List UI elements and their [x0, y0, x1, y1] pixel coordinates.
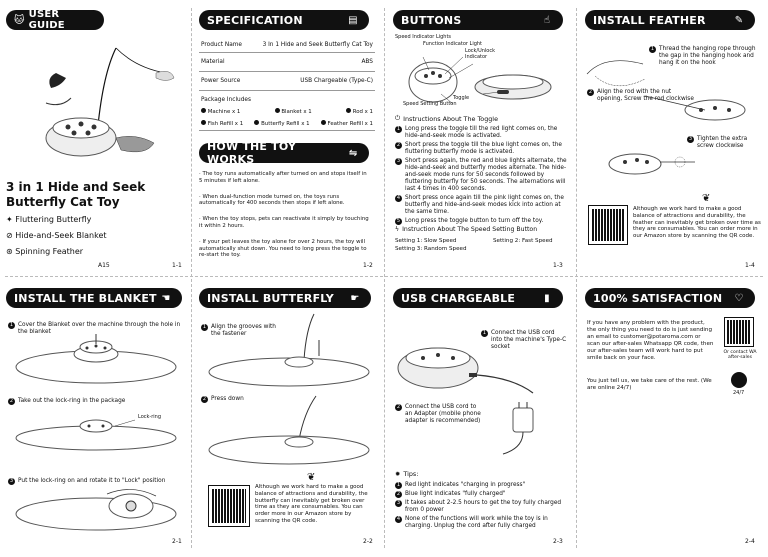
- tip-item: 1 Red light indicates "charging in progress": [396, 482, 526, 488]
- speed-title: ϟ Instruction About The Speed Setting Button: [395, 226, 538, 233]
- feather-qr-text: Although we work hard to make a good balance of attractions and durability, the feather can inevitably get broken over time as they are consumables. You can order more in our Amazon store by scanning the QR code.: [633, 206, 761, 240]
- battery-icon: ▮: [544, 292, 550, 304]
- thumb-icon: ☛: [350, 292, 360, 304]
- spec-panel: [199, 10, 377, 272]
- butterfly-diagram-2: [204, 388, 374, 468]
- satisfaction-text-2: You just tell us, we take care of the rest. (We are online 24/7): [587, 378, 712, 391]
- feather-diagram: [585, 34, 763, 184]
- qr-caption: Or contact WA after-sales: [723, 350, 757, 361]
- tip-item: 4 None of the functions will work while the toy is in charging. Unplug the cord after fully charged: [396, 516, 548, 529]
- how-item: · The toy runs automatically after turned on and stops itself in 5 minutes if left alone.: [199, 171, 367, 184]
- document-icon: ▤: [348, 14, 358, 26]
- page-number: 2-2: [363, 538, 373, 545]
- label-speed-button: Speed Setting Button: [403, 101, 457, 107]
- blanket-icon: ⊘: [6, 231, 13, 240]
- usb-title: USB CHARGEABLE: [401, 291, 516, 305]
- feather-step: 2 Align the rod with the nut opening, Screw the rod clockwise: [588, 89, 694, 102]
- tips-title: ✹ Tips:: [395, 470, 419, 478]
- satisfaction-title: 100% SATISFACTION: [593, 291, 723, 305]
- feather-step: 1 Thread the hanging rope through the gap in the hanging hook and hang it on the hook: [650, 46, 756, 66]
- qr-code: [589, 206, 627, 244]
- spec-header: [199, 10, 369, 30]
- user-guide-header: [6, 10, 104, 30]
- speed-setting-3: Setting 3: Random Speed: [395, 246, 467, 252]
- page-number: 2-3: [553, 538, 563, 545]
- user-guide-title: USER GUIDE: [28, 9, 65, 31]
- label-speed-indicator: Speed Indicator Lights: [395, 34, 452, 40]
- butterfly-diagram-1: [204, 310, 374, 390]
- brand-label: Potaroma: [12, 29, 27, 33]
- feather-panel: [585, 10, 763, 272]
- toggle-title: ⏻ Instructions About The Toggle: [395, 114, 499, 123]
- power-icon: ⏻: [395, 114, 401, 122]
- toggle-item: 3 Short press again, the red and blue lights alternate, the hide-and-seek and butterfly modes alternate. The hide-and-seek mode runs for 50 seconds followed by fluttering butterfly for 50 seconds. The alternations will last 4 times in 400 seconds.: [396, 158, 567, 192]
- usb-adapter-diagram: [483, 398, 563, 458]
- page-number: 1-3: [553, 262, 563, 269]
- how-item: · If your pet leaves the toy alone for over 2 hours, the toy will automatically shut down. You need to long press the toggle to re-start the toy.: [199, 238, 367, 259]
- blanket-step: 1 Cover the Blanket over the machine through the hole in the blanket: [9, 322, 181, 335]
- user-guide-panel: [6, 10, 186, 272]
- blanket-step: 3 Put the lock-ring on and rotate it to "Lock" position: [9, 478, 166, 484]
- butterfly-step: 2 Press down: [202, 396, 244, 402]
- spec-table: [199, 38, 375, 131]
- hand-icon: ☚: [161, 292, 171, 304]
- spec-row: Power Source USB Chargeable (Type-C): [199, 72, 375, 91]
- toggle-list: [395, 124, 567, 227]
- product-title: 3 in 1 Hide and Seek Butterfly Cat Toy: [6, 180, 146, 209]
- satisfaction-header: [585, 288, 755, 308]
- page-number: 1-2: [363, 262, 373, 269]
- toggle-item: 5 Long press the toggle button to turn off the toy.: [396, 218, 544, 224]
- buttons-panel: [393, 10, 569, 272]
- package-label: Package Includes: [201, 97, 251, 103]
- butterfly-qr-text: Although we work hard to make a good balance of attractions and durability, the butterfly can inevitably get broken over time as they are consumables. You can order more in our Amazon store by scanning the QR code.: [255, 484, 368, 524]
- page-number: 2-4: [745, 538, 755, 545]
- blanket-panel: [6, 288, 186, 550]
- usb-header: [393, 288, 563, 308]
- support-badge: 24/7: [733, 390, 745, 396]
- page-number: 1-1: [172, 262, 182, 269]
- feature-item: ⊘ Hide-and-Seek Blanket: [6, 231, 107, 240]
- butterfly-icon: ❦: [702, 193, 711, 204]
- usb-step: 1 Connect the USB cord into the machine's Type-C socket: [482, 330, 567, 350]
- satisfaction-panel: [585, 288, 763, 550]
- cat-logo-icon: 🐱: [14, 14, 25, 26]
- butterfly-icon: ✦: [6, 215, 13, 224]
- how-item: · When the toy stops, pets can reactivate it simply by touching it within 2 hours.: [199, 216, 369, 229]
- page-number: 1-4: [745, 262, 755, 269]
- butterfly-header: [199, 288, 371, 308]
- butterfly-title: INSTALL BUTTERFLY: [207, 291, 334, 305]
- butterfly-step: 1 Align the grooves with the fastener: [202, 324, 276, 337]
- model-label: A15: [98, 262, 110, 269]
- bulb-icon: ✹: [395, 470, 401, 478]
- blanket-header: [6, 288, 182, 308]
- sliders-icon: ⇋: [348, 147, 358, 159]
- blanket-diagram-1: [11, 332, 181, 392]
- label-function-indicator: Function Indicator Light: [423, 41, 483, 47]
- spec-row: Product Name 3 In 1 Hide and Seek Butterfly Cat Toy: [199, 38, 375, 53]
- usb-step: 2 Connect the USB cord to an Adapter (mobile phone adapter is recommended): [396, 404, 481, 424]
- whatsapp-qr-code: [725, 318, 753, 346]
- label-lock-indicator: Lock/Unlock Indicator: [465, 48, 496, 60]
- toggle-item: 1 Long press the toggle till the red light comes on, the hide-and-seek mode is activated.: [396, 126, 558, 139]
- label-toggle: Toggle: [453, 95, 470, 101]
- feature-item: ✦ Fluttering Butterfly: [6, 215, 92, 224]
- blanket-step: 2 Take out the lock-ring in the package: [9, 398, 126, 404]
- satisfaction-text: If you have any problem with the product, the only thing you need to do is just sending an email to customer@potaroma.com or scan our after-sales Whatsapp QR code, then our after-sales team will work hard to put smile back on your face.: [587, 320, 714, 361]
- butterfly-icon: ❦: [307, 472, 316, 483]
- butterfly-panel: [199, 288, 377, 550]
- feature-item: ⊛ Spinning Feather: [6, 247, 84, 256]
- feather-step: 3 Tighten the extra screw clockwise: [688, 136, 748, 149]
- tip-item: 2 Blue light indicates "fully charged": [396, 491, 506, 497]
- buttons-title: BUTTONS: [401, 13, 462, 27]
- package-row: Machine x 1 Blanket x 1 Rod x 1: [199, 106, 375, 117]
- how-list: [199, 171, 371, 259]
- feather-icon: ✎: [734, 14, 744, 26]
- lock-ring-label: Lock-ring: [138, 414, 161, 420]
- tip-item: 3 It takes about 2-2.5 hours to get the toy fully charged from 0 power: [396, 500, 562, 513]
- tips-list: [395, 480, 565, 532]
- feather-title: INSTALL FEATHER: [593, 13, 706, 27]
- lightning-icon: ϟ: [395, 226, 400, 233]
- blanket-title: INSTALL THE BLANKET: [14, 291, 157, 305]
- toggle-item: 2 Short press the toggle till the blue light comes on, the fluttering butterfly mode is activated.: [396, 142, 562, 155]
- how-header: [199, 140, 369, 166]
- how-item: · When dual-function mode turned on, the toys runs automatically for 400 seconds then stops if left alone.: [199, 193, 345, 207]
- toy-illustration: [26, 38, 176, 173]
- blanket-diagram-3: [11, 484, 181, 544]
- toggle-item: 4 Short press once again till the pink light comes on, the butterfly and hide-and-seek modes kick into action at the same time.: [396, 195, 564, 215]
- speed-setting-2: Setting 2: Fast Speed: [493, 238, 553, 244]
- how-title: HOW THE TOY WORKS: [207, 140, 297, 166]
- spec-row: Material ABS: [199, 53, 375, 72]
- support-avatar-icon: [731, 372, 747, 388]
- touch-icon: ☝: [543, 14, 551, 26]
- spec-title: SPECIFICATION: [207, 13, 303, 27]
- package-row: Fish Refill x 1 Butterfly Refill x 1 Feather Refill x 1: [199, 117, 375, 131]
- feather-header: [585, 10, 755, 30]
- feather-icon: ⊛: [6, 247, 13, 256]
- usb-panel: [393, 288, 569, 550]
- heart-icon: ♡: [734, 292, 744, 304]
- buttons-header: [393, 10, 563, 30]
- page-number: 2-1: [172, 538, 182, 545]
- feature-list: [6, 212, 107, 260]
- speed-setting-1: Setting 1: Slow Speed: [395, 238, 457, 244]
- qr-code: [209, 486, 249, 526]
